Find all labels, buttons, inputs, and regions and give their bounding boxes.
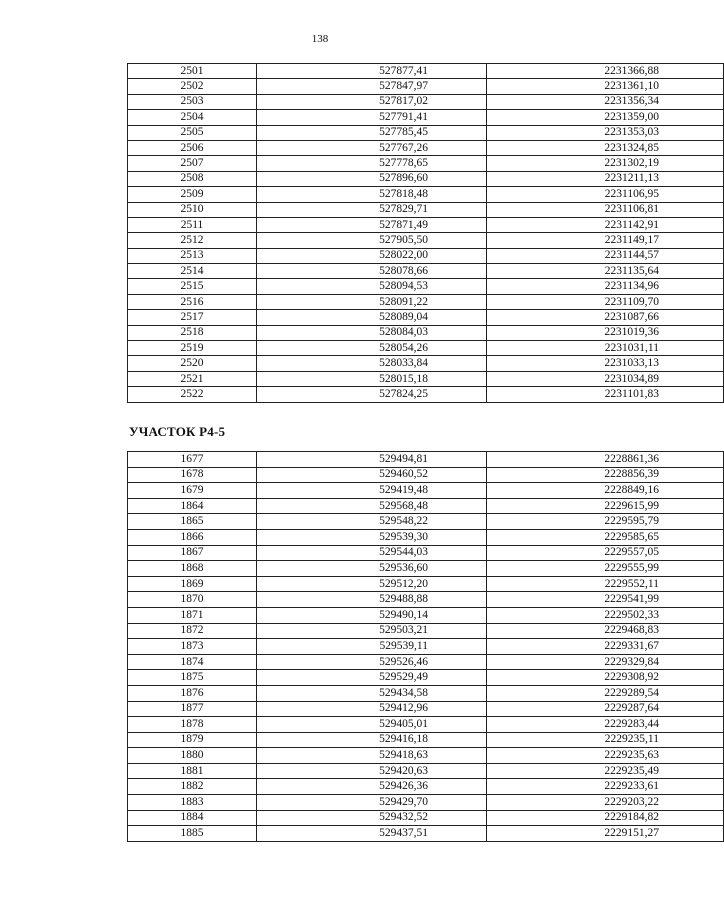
table-row <box>128 670 724 686</box>
table-row <box>128 763 724 779</box>
point-number-cell: 1864 <box>128 498 257 514</box>
section-heading: УЧАСТОК Р4-5 <box>129 424 226 439</box>
y-coordinate-cell: 2229595,79 <box>487 514 724 530</box>
table-row <box>128 685 724 701</box>
table-row <box>128 545 724 561</box>
table-row <box>128 279 724 294</box>
point-number-cell: 2506 <box>128 140 257 155</box>
y-coordinate-cell: 2231366,88 <box>487 64 724 79</box>
point-number-cell: 1867 <box>128 545 257 561</box>
point-number-cell: 1884 <box>128 810 257 826</box>
table-row <box>128 701 724 717</box>
coordinates-table-2-body <box>128 452 724 842</box>
x-coordinate-cell: 529544,03 <box>257 545 487 561</box>
table-row <box>128 79 724 94</box>
table-row <box>128 607 724 623</box>
x-coordinate-cell: 529416,18 <box>257 732 487 748</box>
table-row <box>128 233 724 248</box>
x-coordinate-cell: 529420,63 <box>257 763 487 779</box>
y-coordinate-cell: 2231134,96 <box>487 279 724 294</box>
table-row <box>128 325 724 340</box>
x-coordinate-cell: 529488,88 <box>257 592 487 608</box>
x-coordinate-cell: 527905,50 <box>257 233 487 248</box>
y-coordinate-cell: 2229235,11 <box>487 732 724 748</box>
table-row <box>128 64 724 79</box>
x-coordinate-cell: 528094,53 <box>257 279 487 294</box>
x-coordinate-cell: 529539,11 <box>257 639 487 655</box>
point-number-cell: 2504 <box>128 110 257 125</box>
y-coordinate-cell: 2229329,84 <box>487 654 724 670</box>
table-row <box>128 187 724 202</box>
point-number-cell: 1881 <box>128 763 257 779</box>
y-coordinate-cell: 2231019,36 <box>487 325 724 340</box>
y-coordinate-cell: 2231106,81 <box>487 202 724 217</box>
x-coordinate-cell: 528015,18 <box>257 371 487 386</box>
x-coordinate-cell: 529426,36 <box>257 779 487 795</box>
point-number-cell: 1873 <box>128 639 257 655</box>
x-coordinate-cell: 529568,48 <box>257 498 487 514</box>
y-coordinate-cell: 2229233,61 <box>487 779 724 795</box>
y-coordinate-cell: 2229502,33 <box>487 607 724 623</box>
table-row <box>128 826 724 842</box>
point-number-cell: 1872 <box>128 623 257 639</box>
table-row <box>128 795 724 811</box>
x-coordinate-cell: 528054,26 <box>257 341 487 356</box>
x-coordinate-cell: 527778,65 <box>257 156 487 171</box>
table-row <box>128 371 724 386</box>
table-row <box>128 498 724 514</box>
y-coordinate-cell: 2229235,63 <box>487 748 724 764</box>
x-coordinate-cell: 529503,21 <box>257 623 487 639</box>
point-number-cell: 1880 <box>128 748 257 764</box>
y-coordinate-cell: 2228849,16 <box>487 483 724 499</box>
point-number-cell: 1870 <box>128 592 257 608</box>
y-coordinate-cell: 2231353,03 <box>487 125 724 140</box>
page-number: 138 <box>311 33 329 45</box>
table-row <box>128 387 724 402</box>
point-number-cell: 2513 <box>128 248 257 263</box>
coordinates-table-1-body <box>128 64 724 403</box>
x-coordinate-cell: 529437,51 <box>257 826 487 842</box>
point-number-cell: 1882 <box>128 779 257 795</box>
table-row <box>128 171 724 186</box>
y-coordinate-cell: 2229615,99 <box>487 498 724 514</box>
point-number-cell: 2517 <box>128 310 257 325</box>
table-row <box>128 717 724 733</box>
x-coordinate-cell: 529536,60 <box>257 561 487 577</box>
x-coordinate-cell: 527829,71 <box>257 202 487 217</box>
table-row <box>128 125 724 140</box>
table-row <box>128 529 724 545</box>
x-coordinate-cell: 529512,20 <box>257 576 487 592</box>
point-number-cell: 1878 <box>128 717 257 733</box>
point-number-cell: 2522 <box>128 387 257 402</box>
point-number-cell: 2503 <box>128 94 257 109</box>
point-number-cell: 1879 <box>128 732 257 748</box>
table-row <box>128 294 724 309</box>
x-coordinate-cell: 527791,41 <box>257 110 487 125</box>
y-coordinate-cell: 2231356,34 <box>487 94 724 109</box>
y-coordinate-cell: 2231033,13 <box>487 356 724 371</box>
y-coordinate-cell: 2231087,66 <box>487 310 724 325</box>
y-coordinate-cell: 2231034,89 <box>487 371 724 386</box>
x-coordinate-cell: 527817,02 <box>257 94 487 109</box>
x-coordinate-cell: 529418,63 <box>257 748 487 764</box>
table-row <box>128 779 724 795</box>
y-coordinate-cell: 2229184,82 <box>487 810 724 826</box>
table-row <box>128 94 724 109</box>
point-number-cell: 1874 <box>128 654 257 670</box>
table-row <box>128 810 724 826</box>
x-coordinate-cell: 529529,49 <box>257 670 487 686</box>
x-coordinate-cell: 529419,48 <box>257 483 487 499</box>
y-coordinate-cell: 2231031,11 <box>487 341 724 356</box>
x-coordinate-cell: 529412,96 <box>257 701 487 717</box>
y-coordinate-cell: 2229555,99 <box>487 561 724 577</box>
point-number-cell: 1866 <box>128 529 257 545</box>
table-row <box>128 217 724 232</box>
x-coordinate-cell: 528022,00 <box>257 248 487 263</box>
x-coordinate-cell: 527896,60 <box>257 171 487 186</box>
point-number-cell: 1885 <box>128 826 257 842</box>
y-coordinate-cell: 2231101,83 <box>487 387 724 402</box>
x-coordinate-cell: 529405,01 <box>257 717 487 733</box>
y-coordinate-cell: 2229287,64 <box>487 701 724 717</box>
x-coordinate-cell: 529460,52 <box>257 467 487 483</box>
coordinates-table-2 <box>127 451 724 842</box>
y-coordinate-cell: 2231211,13 <box>487 171 724 186</box>
table-row <box>128 483 724 499</box>
point-number-cell: 2511 <box>128 217 257 232</box>
y-coordinate-cell: 2231361,10 <box>487 79 724 94</box>
point-number-cell: 1871 <box>128 607 257 623</box>
table-row <box>128 467 724 483</box>
x-coordinate-cell: 527871,49 <box>257 217 487 232</box>
coordinates-table-1 <box>127 63 724 403</box>
y-coordinate-cell: 2231302,19 <box>487 156 724 171</box>
table-row <box>128 341 724 356</box>
y-coordinate-cell: 2231149,17 <box>487 233 724 248</box>
table-row <box>128 639 724 655</box>
x-coordinate-cell: 527847,97 <box>257 79 487 94</box>
point-number-cell: 2519 <box>128 341 257 356</box>
y-coordinate-cell: 2229235,49 <box>487 763 724 779</box>
point-number-cell: 2512 <box>128 233 257 248</box>
y-coordinate-cell: 2231359,00 <box>487 110 724 125</box>
y-coordinate-cell: 2229585,65 <box>487 529 724 545</box>
x-coordinate-cell: 529494,81 <box>257 452 487 468</box>
y-coordinate-cell: 2231144,57 <box>487 248 724 263</box>
table-row <box>128 110 724 125</box>
table-row <box>128 140 724 155</box>
table-row <box>128 561 724 577</box>
table-row <box>128 654 724 670</box>
table-row <box>128 202 724 217</box>
point-number-cell: 2509 <box>128 187 257 202</box>
x-coordinate-cell: 529490,14 <box>257 607 487 623</box>
y-coordinate-cell: 2229468,83 <box>487 623 724 639</box>
table-row <box>128 248 724 263</box>
table-row <box>128 748 724 764</box>
y-coordinate-cell: 2229541,99 <box>487 592 724 608</box>
point-number-cell: 2507 <box>128 156 257 171</box>
x-coordinate-cell: 529548,22 <box>257 514 487 530</box>
x-coordinate-cell: 527767,26 <box>257 140 487 155</box>
point-number-cell: 1679 <box>128 483 257 499</box>
point-number-cell: 1869 <box>128 576 257 592</box>
y-coordinate-cell: 2229552,11 <box>487 576 724 592</box>
x-coordinate-cell: 528084,03 <box>257 325 487 340</box>
y-coordinate-cell: 2231106,95 <box>487 187 724 202</box>
table-row <box>128 623 724 639</box>
point-number-cell: 2510 <box>128 202 257 217</box>
point-number-cell: 1877 <box>128 701 257 717</box>
x-coordinate-cell: 529432,52 <box>257 810 487 826</box>
y-coordinate-cell: 2231324,85 <box>487 140 724 155</box>
table-row <box>128 732 724 748</box>
point-number-cell: 2501 <box>128 64 257 79</box>
x-coordinate-cell: 529434,58 <box>257 685 487 701</box>
x-coordinate-cell: 527785,45 <box>257 125 487 140</box>
x-coordinate-cell: 528091,22 <box>257 294 487 309</box>
y-coordinate-cell: 2229557,05 <box>487 545 724 561</box>
point-number-cell: 1875 <box>128 670 257 686</box>
table-row <box>128 514 724 530</box>
point-number-cell: 2518 <box>128 325 257 340</box>
x-coordinate-cell: 528089,04 <box>257 310 487 325</box>
point-number-cell: 2521 <box>128 371 257 386</box>
table-row <box>128 264 724 279</box>
y-coordinate-cell: 2228861,36 <box>487 452 724 468</box>
point-number-cell: 2508 <box>128 171 257 186</box>
y-coordinate-cell: 2229289,54 <box>487 685 724 701</box>
x-coordinate-cell: 527824,25 <box>257 387 487 402</box>
x-coordinate-cell: 529539,30 <box>257 529 487 545</box>
point-number-cell: 1678 <box>128 467 257 483</box>
table-row <box>128 310 724 325</box>
point-number-cell: 2515 <box>128 279 257 294</box>
x-coordinate-cell: 529526,46 <box>257 654 487 670</box>
table-row <box>128 356 724 371</box>
point-number-cell: 2514 <box>128 264 257 279</box>
point-number-cell: 2520 <box>128 356 257 371</box>
y-coordinate-cell: 2231135,64 <box>487 264 724 279</box>
x-coordinate-cell: 528033,84 <box>257 356 487 371</box>
point-number-cell: 2516 <box>128 294 257 309</box>
y-coordinate-cell: 2229151,27 <box>487 826 724 842</box>
point-number-cell: 1865 <box>128 514 257 530</box>
x-coordinate-cell: 528078,66 <box>257 264 487 279</box>
x-coordinate-cell: 529429,70 <box>257 795 487 811</box>
table-row <box>128 592 724 608</box>
y-coordinate-cell: 2229308,92 <box>487 670 724 686</box>
y-coordinate-cell: 2229331,67 <box>487 639 724 655</box>
y-coordinate-cell: 2229203,22 <box>487 795 724 811</box>
y-coordinate-cell: 2229283,44 <box>487 717 724 733</box>
point-number-cell: 1677 <box>128 452 257 468</box>
x-coordinate-cell: 527877,41 <box>257 64 487 79</box>
point-number-cell: 1876 <box>128 685 257 701</box>
table-row <box>128 452 724 468</box>
y-coordinate-cell: 2231109,70 <box>487 294 724 309</box>
table-row <box>128 576 724 592</box>
y-coordinate-cell: 2228856,39 <box>487 467 724 483</box>
point-number-cell: 1868 <box>128 561 257 577</box>
point-number-cell: 2505 <box>128 125 257 140</box>
point-number-cell: 2502 <box>128 79 257 94</box>
point-number-cell: 1883 <box>128 795 257 811</box>
y-coordinate-cell: 2231142,91 <box>487 217 724 232</box>
table-row <box>128 156 724 171</box>
x-coordinate-cell: 527818,48 <box>257 187 487 202</box>
